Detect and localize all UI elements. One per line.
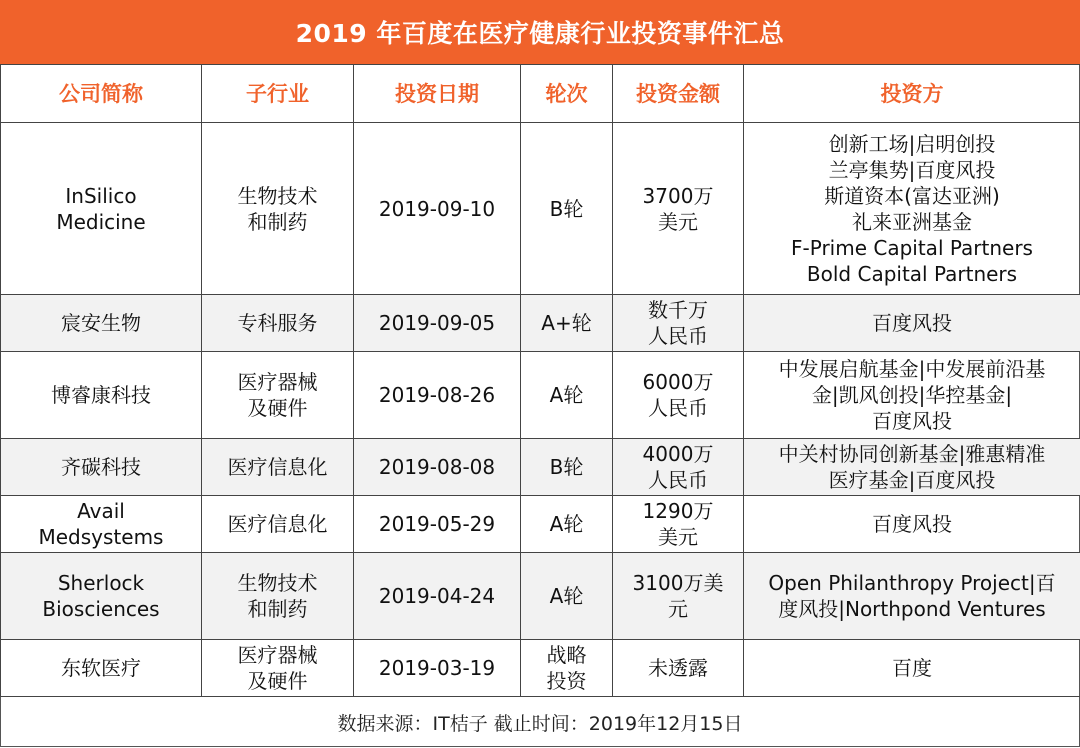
- investors-cell: [744, 352, 1080, 439]
- amount-cell: [613, 640, 744, 697]
- cell-line: F-Prime Capital Partners: [748, 235, 1076, 261]
- cell-line: 医疗器械: [206, 369, 349, 395]
- date-cell: 2019-09-10: [354, 123, 521, 295]
- cell-line: 齐碳科技: [5, 454, 197, 480]
- cell-line: 人民币: [617, 467, 739, 493]
- cell-line: 生物技术: [206, 570, 349, 596]
- cell-line: Biosciences: [5, 596, 197, 622]
- company-cell: [1, 352, 202, 439]
- investors-cell: [744, 640, 1080, 697]
- amount-cell: [613, 295, 744, 352]
- cell-line: 元: [617, 596, 739, 622]
- cell-line: Sherlock: [5, 570, 197, 596]
- column-header-investors: 投资方: [744, 65, 1080, 123]
- cell-line: 6000万: [617, 369, 739, 395]
- source-note: 数据来源：IT桔子 截止时间：2019年12月15日: [0, 696, 1080, 748]
- investors-cell: [744, 553, 1080, 640]
- cell-line: 中关村协同创新基金|雅惠精准: [748, 441, 1076, 467]
- company-cell: [1, 439, 202, 496]
- amount-cell: [613, 352, 744, 439]
- round-cell: [521, 123, 613, 295]
- cell-line: A轮: [525, 511, 608, 537]
- cell-line: 百度风投: [748, 511, 1076, 537]
- table-row: [1, 439, 1080, 496]
- cell-line: 4000万: [617, 441, 739, 467]
- column-header-amount: 投资金额: [613, 65, 744, 123]
- sector-cell: [202, 295, 354, 352]
- sector-cell: [202, 123, 354, 295]
- round-cell: [521, 640, 613, 697]
- cell-line: 宸安生物: [5, 310, 197, 336]
- cell-line: 百度风投: [748, 408, 1076, 434]
- cell-line: 医疗信息化: [206, 454, 349, 480]
- table-row: [1, 295, 1080, 352]
- cell-line: 和制药: [206, 596, 349, 622]
- cell-line: 1290万: [617, 498, 739, 524]
- date-cell: 2019-09-05: [354, 295, 521, 352]
- amount-cell: [613, 553, 744, 640]
- cell-line: 兰亭集势|百度风投: [748, 157, 1076, 183]
- page-title: 2019 年百度在医疗健康行业投资事件汇总: [0, 0, 1080, 64]
- cell-line: 美元: [617, 524, 739, 550]
- round-cell: [521, 553, 613, 640]
- cell-line: A轮: [525, 583, 608, 609]
- cell-line: A轮: [525, 382, 608, 408]
- table-row: [1, 640, 1080, 697]
- round-cell: [521, 439, 613, 496]
- column-header-round: 轮次: [521, 65, 613, 123]
- company-cell: [1, 640, 202, 697]
- cell-line: InSilico: [5, 183, 197, 209]
- cell-line: 及硬件: [206, 395, 349, 421]
- date-cell: 2019-08-26: [354, 352, 521, 439]
- date-cell: 2019-08-08: [354, 439, 521, 496]
- cell-line: A+轮: [525, 310, 608, 336]
- round-cell: [521, 352, 613, 439]
- cell-line: 博睿康科技: [5, 382, 197, 408]
- amount-cell: [613, 439, 744, 496]
- cell-line: 数千万: [617, 297, 739, 323]
- cell-line: 3700万: [617, 183, 739, 209]
- company-cell: [1, 496, 202, 553]
- cell-line: 战略: [525, 642, 608, 668]
- cell-line: 中发展启航基金|中发展前沿基: [748, 356, 1076, 382]
- company-cell: [1, 553, 202, 640]
- column-header-company: 公司简称: [1, 65, 202, 123]
- cell-line: 及硬件: [206, 668, 349, 694]
- column-header-sector: 子行业: [202, 65, 354, 123]
- cell-line: 生物技术: [206, 183, 349, 209]
- sector-cell: [202, 439, 354, 496]
- cell-line: 医疗基金|百度风投: [748, 467, 1076, 493]
- cell-line: 斯道资本(富达亚洲): [748, 183, 1076, 209]
- cell-line: B轮: [525, 196, 608, 222]
- cell-line: 东软医疗: [5, 655, 197, 681]
- table-row: [1, 123, 1080, 295]
- cell-line: Bold Capital Partners: [748, 261, 1076, 287]
- header-row: [1, 65, 1080, 123]
- date-cell: 2019-04-24: [354, 553, 521, 640]
- cell-line: 金|凯风创投|华控基金|: [748, 382, 1076, 408]
- cell-line: 专科服务: [206, 310, 349, 336]
- date-cell: 2019-05-29: [354, 496, 521, 553]
- cell-line: 百度: [748, 655, 1076, 681]
- amount-cell: [613, 123, 744, 295]
- cell-line: B轮: [525, 454, 608, 480]
- cell-line: 创新工场|启明创投: [748, 131, 1076, 157]
- date-cell: 2019-03-19: [354, 640, 521, 697]
- company-cell: [1, 295, 202, 352]
- cell-line: 和制药: [206, 209, 349, 235]
- sector-cell: [202, 352, 354, 439]
- cell-line: Avail: [5, 498, 197, 524]
- table-row: [1, 352, 1080, 439]
- table-row: [1, 496, 1080, 553]
- cell-line: 投资: [525, 668, 608, 694]
- investors-cell: [744, 439, 1080, 496]
- round-cell: [521, 496, 613, 553]
- cell-line: 百度风投: [748, 310, 1076, 336]
- cell-line: 礼来亚洲基金: [748, 209, 1076, 235]
- cell-line: Medicine: [5, 209, 197, 235]
- investors-cell: [744, 123, 1080, 295]
- cell-line: Medsystems: [5, 524, 197, 550]
- cell-line: 未透露: [617, 655, 739, 681]
- round-cell: [521, 295, 613, 352]
- company-cell: [1, 123, 202, 295]
- cell-line: 美元: [617, 209, 739, 235]
- sector-cell: [202, 553, 354, 640]
- cell-line: 3100万美: [617, 570, 739, 596]
- sector-cell: [202, 640, 354, 697]
- cell-line: Open Philanthropy Project|百: [748, 570, 1076, 596]
- cell-line: 人民币: [617, 395, 739, 421]
- cell-line: 人民币: [617, 323, 739, 349]
- cell-line: 医疗器械: [206, 642, 349, 668]
- sector-cell: [202, 496, 354, 553]
- investors-cell: [744, 496, 1080, 553]
- cell-line: 度风投|Northpond Ventures: [748, 596, 1076, 622]
- amount-cell: [613, 496, 744, 553]
- investors-cell: [744, 295, 1080, 352]
- table-row: [1, 553, 1080, 640]
- cell-line: 医疗信息化: [206, 511, 349, 537]
- column-header-date: 投资日期: [354, 65, 521, 123]
- investment-table: [0, 64, 1080, 697]
